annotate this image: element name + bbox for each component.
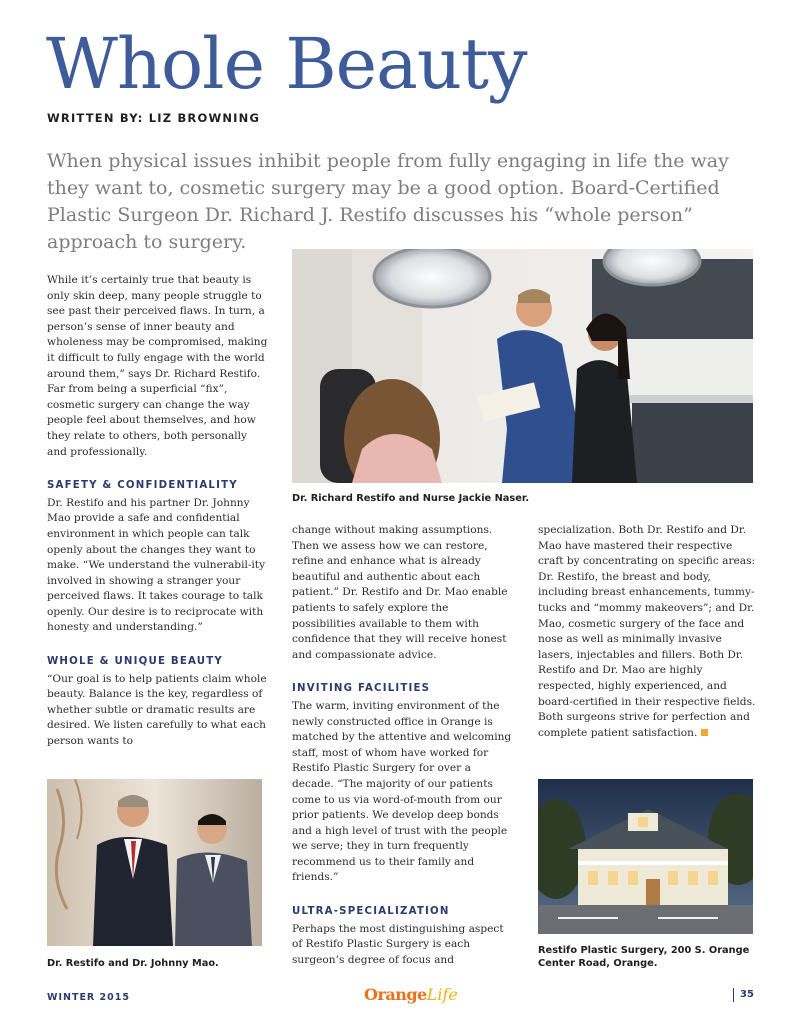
column-3 (538, 523, 756, 741)
facilities-paragraph: The warm, inviting environment of the newly constructed office in Orange is matched by the attentive and welcoming staff, most of whom have worked for Restifo Plastic Surgery for over a decade. “The majority of our patients come to us via word-of-mouth from our prior patients. We develop deep bonds and a high level of trust with the people we serve; they in turn frequently recommend us to their family and friends.” (292, 699, 512, 884)
safety-paragraph: Dr. Restifo and his partner Dr. Johnny Mao provide a safe and confidential environment in which people can talk openly about the changes they want to make. “We understand the vulnerabil-ity involved in showing a stranger your perceived flaws. It takes courage to talk openly. Our desire is to reciprocate with honesty and understanding.” (47, 496, 266, 634)
page-number: 35 (733, 988, 754, 1002)
continuation-paragraph: change without making assumptions. Then we assess how we can restore, refine and enhance what is already beautiful and authentic about each patient.” Dr. Restifo and Dr. Mao enable patients to safely explore the possibilities available to them with confidence that they will receive honest and compassionate advice. (292, 524, 508, 661)
end-of-article-mark (701, 729, 708, 736)
logo-word-orange: Orange (364, 985, 427, 1004)
specialization-paragraph (538, 523, 756, 741)
section-heading-safety: SAFETY & CONFIDENTIALITY (47, 480, 238, 492)
section-heading-ultra-specialization: ULTRA-SPECIALIZATION (292, 906, 450, 918)
section-heading-unique-beauty: WHOLE & UNIQUE BEAUTY (47, 656, 223, 668)
issue-label: WINTER 2015 (47, 992, 130, 1003)
logo-word-life: Life (426, 985, 458, 1004)
building-photo (538, 779, 753, 934)
section-heading-facilities: INVITING FACILITIES (292, 683, 431, 695)
opening-paragraph: While it’s certainly true that beauty is only skin deep, many people struggle to see past their perceived flaws. In turn, a person’s sense of inner beauty and wholeness may be compromised, making it difficult to fully engage with the world around them,” says Dr. Richard Restifo. Far from being a superficial “fix”, cosmetic surgery can change the way people feel about themselves, and how they relate to others, both personally and professionally. (47, 274, 268, 458)
column-1 (47, 273, 270, 750)
doctors-caption: Dr. Restifo and Dr. Johnny Mao. (47, 958, 219, 969)
exam-room-photo (292, 249, 753, 483)
specialization-text: specialization. Both Dr. Restifo and Dr. Mao have mastered their respective craft by concentrating on specific areas: Dr. Restifo, the breast and body, including breast enhancements, tummy-tucks and “mommy makeovers”; and Dr. Mao, cosmetic surgery of the face and nose as well as minimally invasive lasers, injectables and fillers. Both Dr. Restifo and Dr. Mao are highly respected, highly experienced, and board-certified in their respective fields. Both surgeons strive for perfection and complete patient satisfaction. (538, 524, 756, 739)
magazine-logo (364, 985, 458, 1004)
author-byline: WRITTEN BY: LIZ BROWNING (47, 111, 261, 125)
exam-room-caption: Dr. Richard Restifo and Nurse Jackie Naser. (292, 493, 530, 504)
ultra-specialization-paragraph: Perhaps the most distinguishing aspect of Restifo Plastic Surgery is each surgeon’s degree of focus and (292, 922, 504, 966)
unique-beauty-paragraph: “Our goal is to help patients claim whole beauty. Balance is the key, regardless of whether subtle or dramatic results are desired. We listen carefully to what each person wants to (47, 672, 267, 748)
doctors-photo (47, 779, 262, 946)
column-2 (292, 523, 514, 968)
building-caption: Restifo Plastic Surgery, 200 S. Orange Center Road, Orange. (538, 945, 750, 969)
article-intro: When physical issues inhibit people from fully engaging in life the way they want to, cosmetic surgery may be a good option. Board-Certified Plastic Surgeon Dr. Richard J. Restifo discusses his “whole person” approach to surgery. (47, 150, 729, 253)
article-title: Whole Beauty (46, 23, 527, 105)
